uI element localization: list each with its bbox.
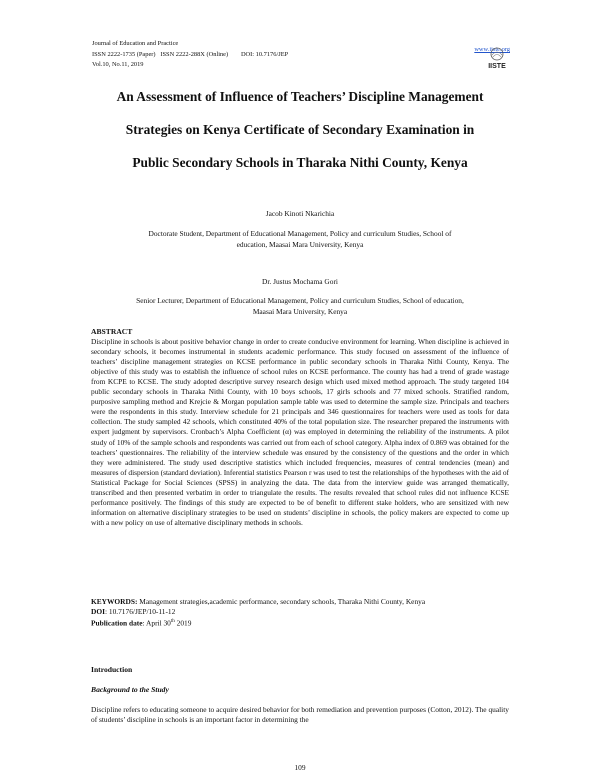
introduction-heading: Introduction: [91, 665, 133, 674]
publication-date-suffix: th: [170, 619, 175, 624]
abstract-section: [91, 327, 509, 528]
issn-row: [92, 50, 288, 61]
journal-url-link[interactable]: www.iiste.org: [474, 46, 510, 53]
page-number: 109: [294, 763, 306, 772]
author-1-affil-line-2: education, Maasai Mara University, Kenya: [236, 240, 364, 249]
author-2-affiliation: [80, 295, 520, 317]
header-doi: DOI: 10.7176/JEP: [240, 50, 289, 58]
keywords-value: Management strategies,academic performance, secondary schools, Tharaka Nithi County, Kenya: [139, 597, 426, 606]
issn-print: ISSN 2222-1735 (Paper): [92, 50, 156, 58]
iiste-logo: [483, 47, 511, 70]
issn-online: ISSN 2222-288X (Online): [160, 50, 229, 58]
author-2-affil-line-1: Senior Lecturer, Department of Educational Management, Policy and curriculum Studies, School of education,: [136, 296, 464, 305]
journal-name: Journal of Education and Practice: [92, 40, 179, 47]
publication-date-year: 2019: [174, 618, 192, 628]
logo-text: IISTE: [488, 63, 506, 70]
abstract-text: Discipline in schools is about positive behavior change in order to create conducive environment for learning. When discipline is achieved in secondary schools, it becomes instrumental in students academic performance. This study focused on assessment of the influence of teachers’ discipline management strategies on KCSE performance in public secondary schools in Tharaka Nithi County, Kenya. The objective of this study was to establish the influence of school rules on KCSE performance. The county has had a trend of grade wastage from KCPE to KCSE. The study adopted descriptive survey research design which used mixed method approach. The study targeted 104 public secondary schools in Tharaka Nithi County, with 10 boys schools, 17 girls schools and 77 mixed schools. Stratified random, purposive sampling method and Krejcie & Morgan population sample table was used to determine the sample size. Principals and teachers were the respondents in this study. Interview schedule for 21 principals and 346 questionnaires for teachers were used as tools for data collection. The study sampled 42 schools, which constituted 40% of the total population size. The researcher prepared the instruments with expert judgment by supervisors. Cronbach’s Alpha Coefficient (α) was employed in determining the reliability of the instruments. A pilot study of 10% of the sample schools and respondents was carried out from each of school category. Alpha index of 0.869 was obtained for the teachers’ questionnaires. The reliability of the interview schedule was ensured by the consistency of the questions and the order in which they were administered. The study used descriptive statistics which included frequencies, measures of central tendencies (mean) and measures of dispersion (standard deviation). Inferential statistics Pearson r was used to test the relationships of the hypotheses with the aid of Statistical Package for Social Sciences (SPSS) in analyzing the data. The data from the interview guide was arranged thematically, transcribed and then presented verbatim in order to triangulate the results. The results revealed that school rules did not influence KCSE performance positively. The findings of this study are expected to be of benefit to different stake holders, who are sensitized with new information on alternative disciplinary strategies to be used on students’ discipline in schools, the policy makers are expected to come up with a new policy on use of alternative disciplinary methods in schools.: [91, 337, 509, 527]
title-line-1: An Assessment of Influence of Teachers’ Discipline Management: [116, 89, 484, 104]
introduction-paragraph: Discipline refers to educating someone to acquire desired behavior for both remediation and prevention purposes (Cotton, 2012). The quality of students’ discipline in schools is an important factor in determining the: [91, 705, 509, 725]
introduction-text: [91, 705, 509, 725]
keywords-label: KEYWORDS:: [91, 597, 138, 606]
background-subheading: Background to the Study: [91, 685, 169, 694]
author-1-affiliation: [80, 228, 520, 250]
title-line-2: Strategies on Kenya Certificate of Secondary Examination in: [125, 122, 475, 137]
publication-date-line: [91, 617, 191, 628]
keywords-line: [91, 597, 509, 607]
journal-header: [92, 39, 288, 71]
author-2-name: Dr. Justus Mochama Gori: [262, 277, 338, 286]
doi-line: [91, 607, 175, 617]
author-1-affil-line-1: Doctorate Student, Department of Educational Management, Policy and curriculum Studies, School of: [148, 229, 452, 238]
publication-date-value: : April 30: [142, 618, 171, 628]
volume-info: Vol.10, No.11, 2019: [92, 61, 144, 68]
abstract-heading: ABSTRACT: [91, 327, 133, 336]
title-line-3: Public Secondary Schools in Tharaka Nithi County, Kenya: [132, 155, 468, 170]
publication-date-label: Publication date: [91, 618, 143, 628]
author-1-name: Jacob Kinoti Nkarichia: [265, 209, 335, 218]
doi-label: DOI: [91, 607, 105, 616]
author-2-affil-line-2: Maasai Mara University, Kenya: [252, 307, 348, 316]
doi-value: : 10.7176/JEP/10-11-12: [104, 607, 176, 616]
